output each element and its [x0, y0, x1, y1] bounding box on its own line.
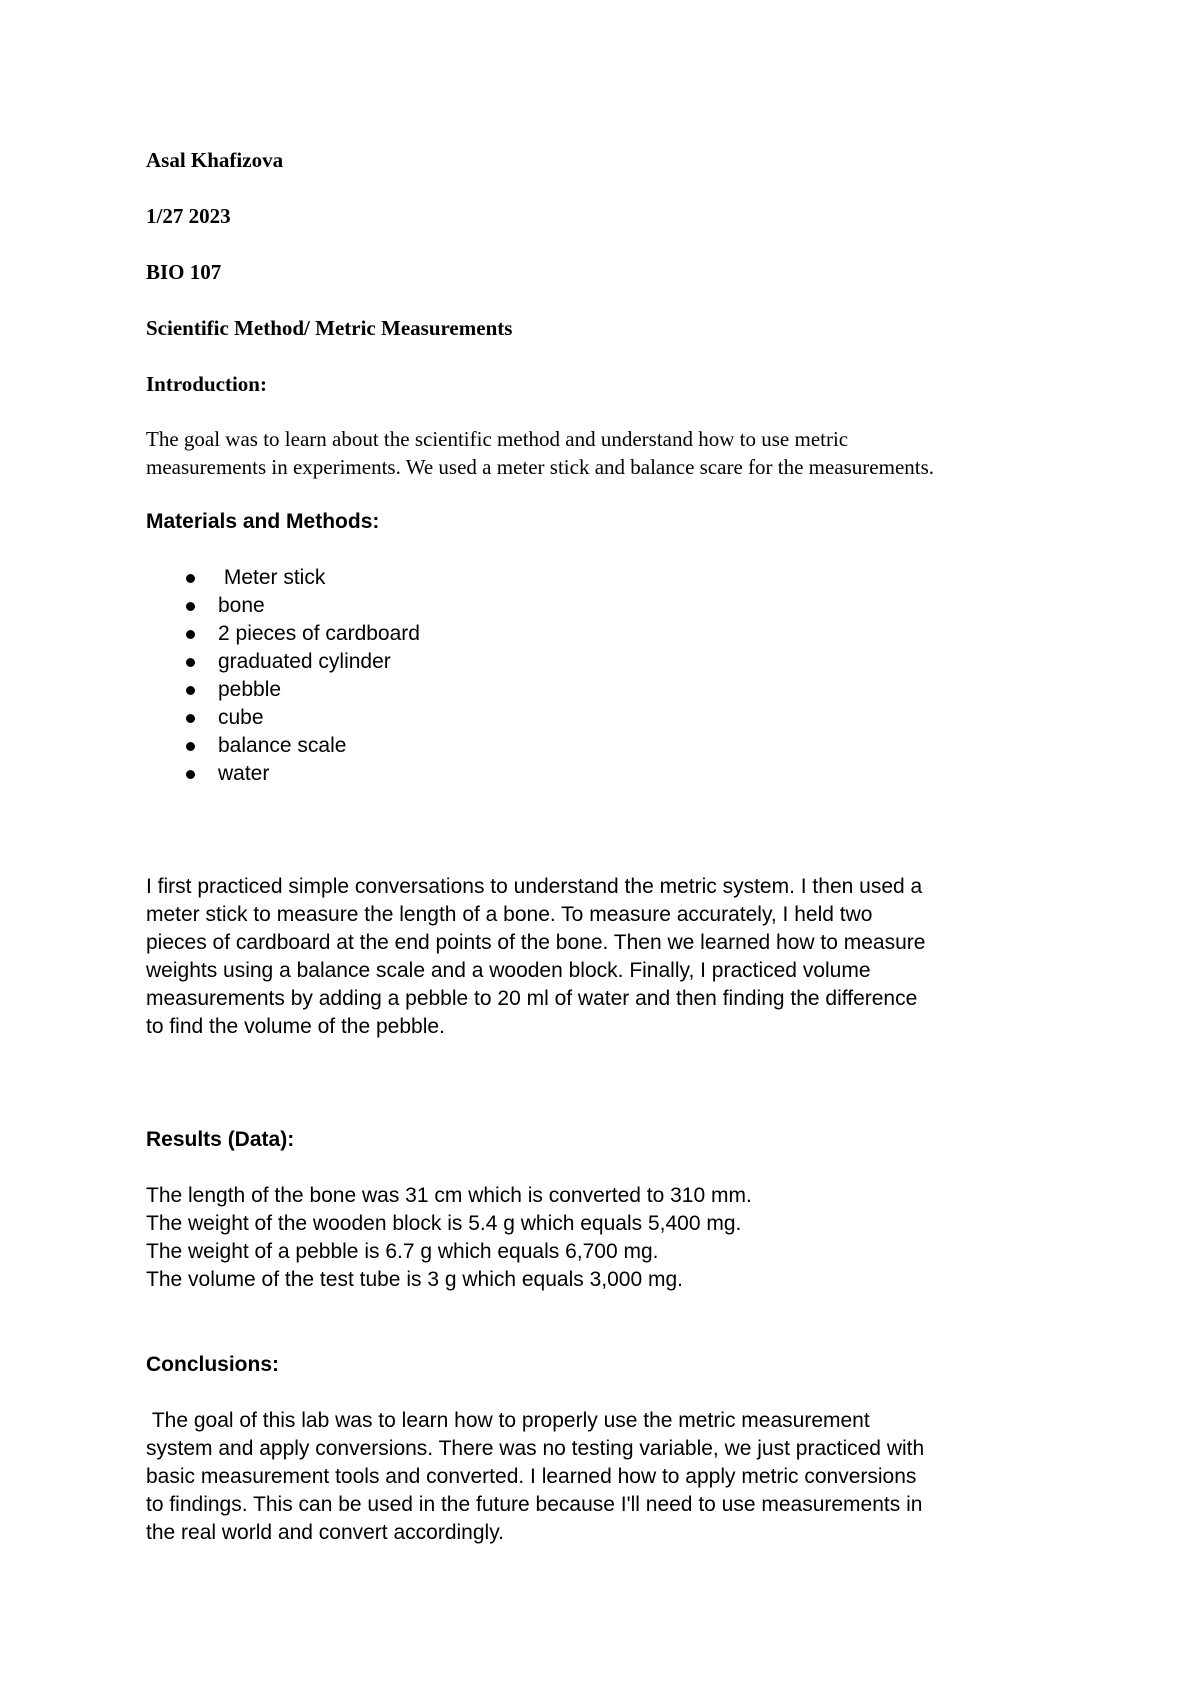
- materials-heading: Materials and Methods:: [146, 510, 380, 533]
- course-code: BIO 107: [146, 260, 222, 284]
- bullet-icon: [186, 630, 195, 639]
- methods-line: I first practiced simple conversations to understand the metric system. I then used a: [146, 875, 923, 898]
- list-item: [146, 648, 1076, 676]
- results-line: The volume of the test tube is 3 g which equals 3,000 mg.: [146, 1268, 683, 1291]
- list-item: [146, 732, 1076, 760]
- list-item-label: water: [218, 762, 270, 785]
- bullet-icon: [186, 742, 195, 751]
- introduction-heading: Introduction:: [146, 372, 267, 396]
- list-item: [146, 564, 1076, 592]
- list-item: [146, 760, 1076, 788]
- list-item-label: bone: [218, 594, 265, 617]
- results-body: [146, 1182, 1076, 1294]
- conclusions-line: to findings. This can be used in the future because I'll need to use measurements in: [146, 1493, 923, 1516]
- results-line: The weight of a pebble is 6.7 g which equals 6,700 mg.: [146, 1240, 659, 1263]
- methods-line: measurements by adding a pebble to 20 ml of water and then finding the difference: [146, 987, 918, 1010]
- materials-list: [146, 564, 1076, 788]
- introduction-line: measurements in experiments. We used a meter stick and balance scare for the measurements.: [146, 455, 935, 479]
- methods-line: to find the volume of the pebble.: [146, 1015, 445, 1038]
- methods-line: pieces of cardboard at the end points of the bone. Then we learned how to measure: [146, 931, 926, 954]
- list-item: [146, 592, 1076, 620]
- list-item: [146, 704, 1076, 732]
- bullet-icon: [186, 658, 195, 667]
- author-name: Asal Khafizova: [146, 148, 284, 172]
- report-title: Scientific Method/ Metric Measurements: [146, 316, 513, 340]
- conclusions-line: system and apply conversions. There was no testing variable, we just practiced with: [146, 1437, 925, 1460]
- introduction-body: [146, 425, 1076, 481]
- list-item-label: 2 pieces of cardboard: [218, 622, 420, 645]
- bullet-icon: [186, 770, 195, 779]
- conclusions-heading: Conclusions:: [146, 1353, 280, 1376]
- list-item-label: cube: [218, 706, 264, 729]
- list-item-label: Meter stick: [218, 566, 326, 589]
- report-date: 1/27 2023: [146, 204, 231, 228]
- bullet-icon: [186, 602, 195, 611]
- methods-line: meter stick to measure the length of a bone. To measure accurately, I held two: [146, 903, 873, 926]
- methods-line: weights using a balance scale and a wooden block. Finally, I practiced volume: [146, 959, 871, 982]
- introduction-line: The goal was to learn about the scientific method and understand how to use metric: [146, 427, 849, 451]
- document-content: [146, 146, 1076, 1547]
- conclusions-line: the real world and convert accordingly.: [146, 1521, 504, 1544]
- list-item-label: balance scale: [218, 734, 347, 757]
- conclusions-line: basic measurement tools and converted. I learned how to apply metric conversions: [146, 1465, 917, 1488]
- conclusions-line: The goal of this lab was to learn how to properly use the metric measurement: [146, 1409, 870, 1432]
- list-item-label: pebble: [218, 678, 282, 701]
- bullet-icon: [186, 714, 195, 723]
- bullet-icon: [186, 686, 195, 695]
- results-heading: Results (Data):: [146, 1128, 295, 1151]
- conclusions-body: [146, 1407, 1076, 1547]
- list-item: [146, 620, 1076, 648]
- results-line: The length of the bone was 31 cm which is converted to 310 mm.: [146, 1184, 752, 1207]
- bullet-icon: [186, 574, 195, 583]
- list-item-label: graduated cylinder: [218, 650, 391, 673]
- list-item: [146, 676, 1076, 704]
- methods-body: [146, 873, 1076, 1041]
- results-line: The weight of the wooden block is 5.4 g which equals 5,400 mg.: [146, 1212, 742, 1235]
